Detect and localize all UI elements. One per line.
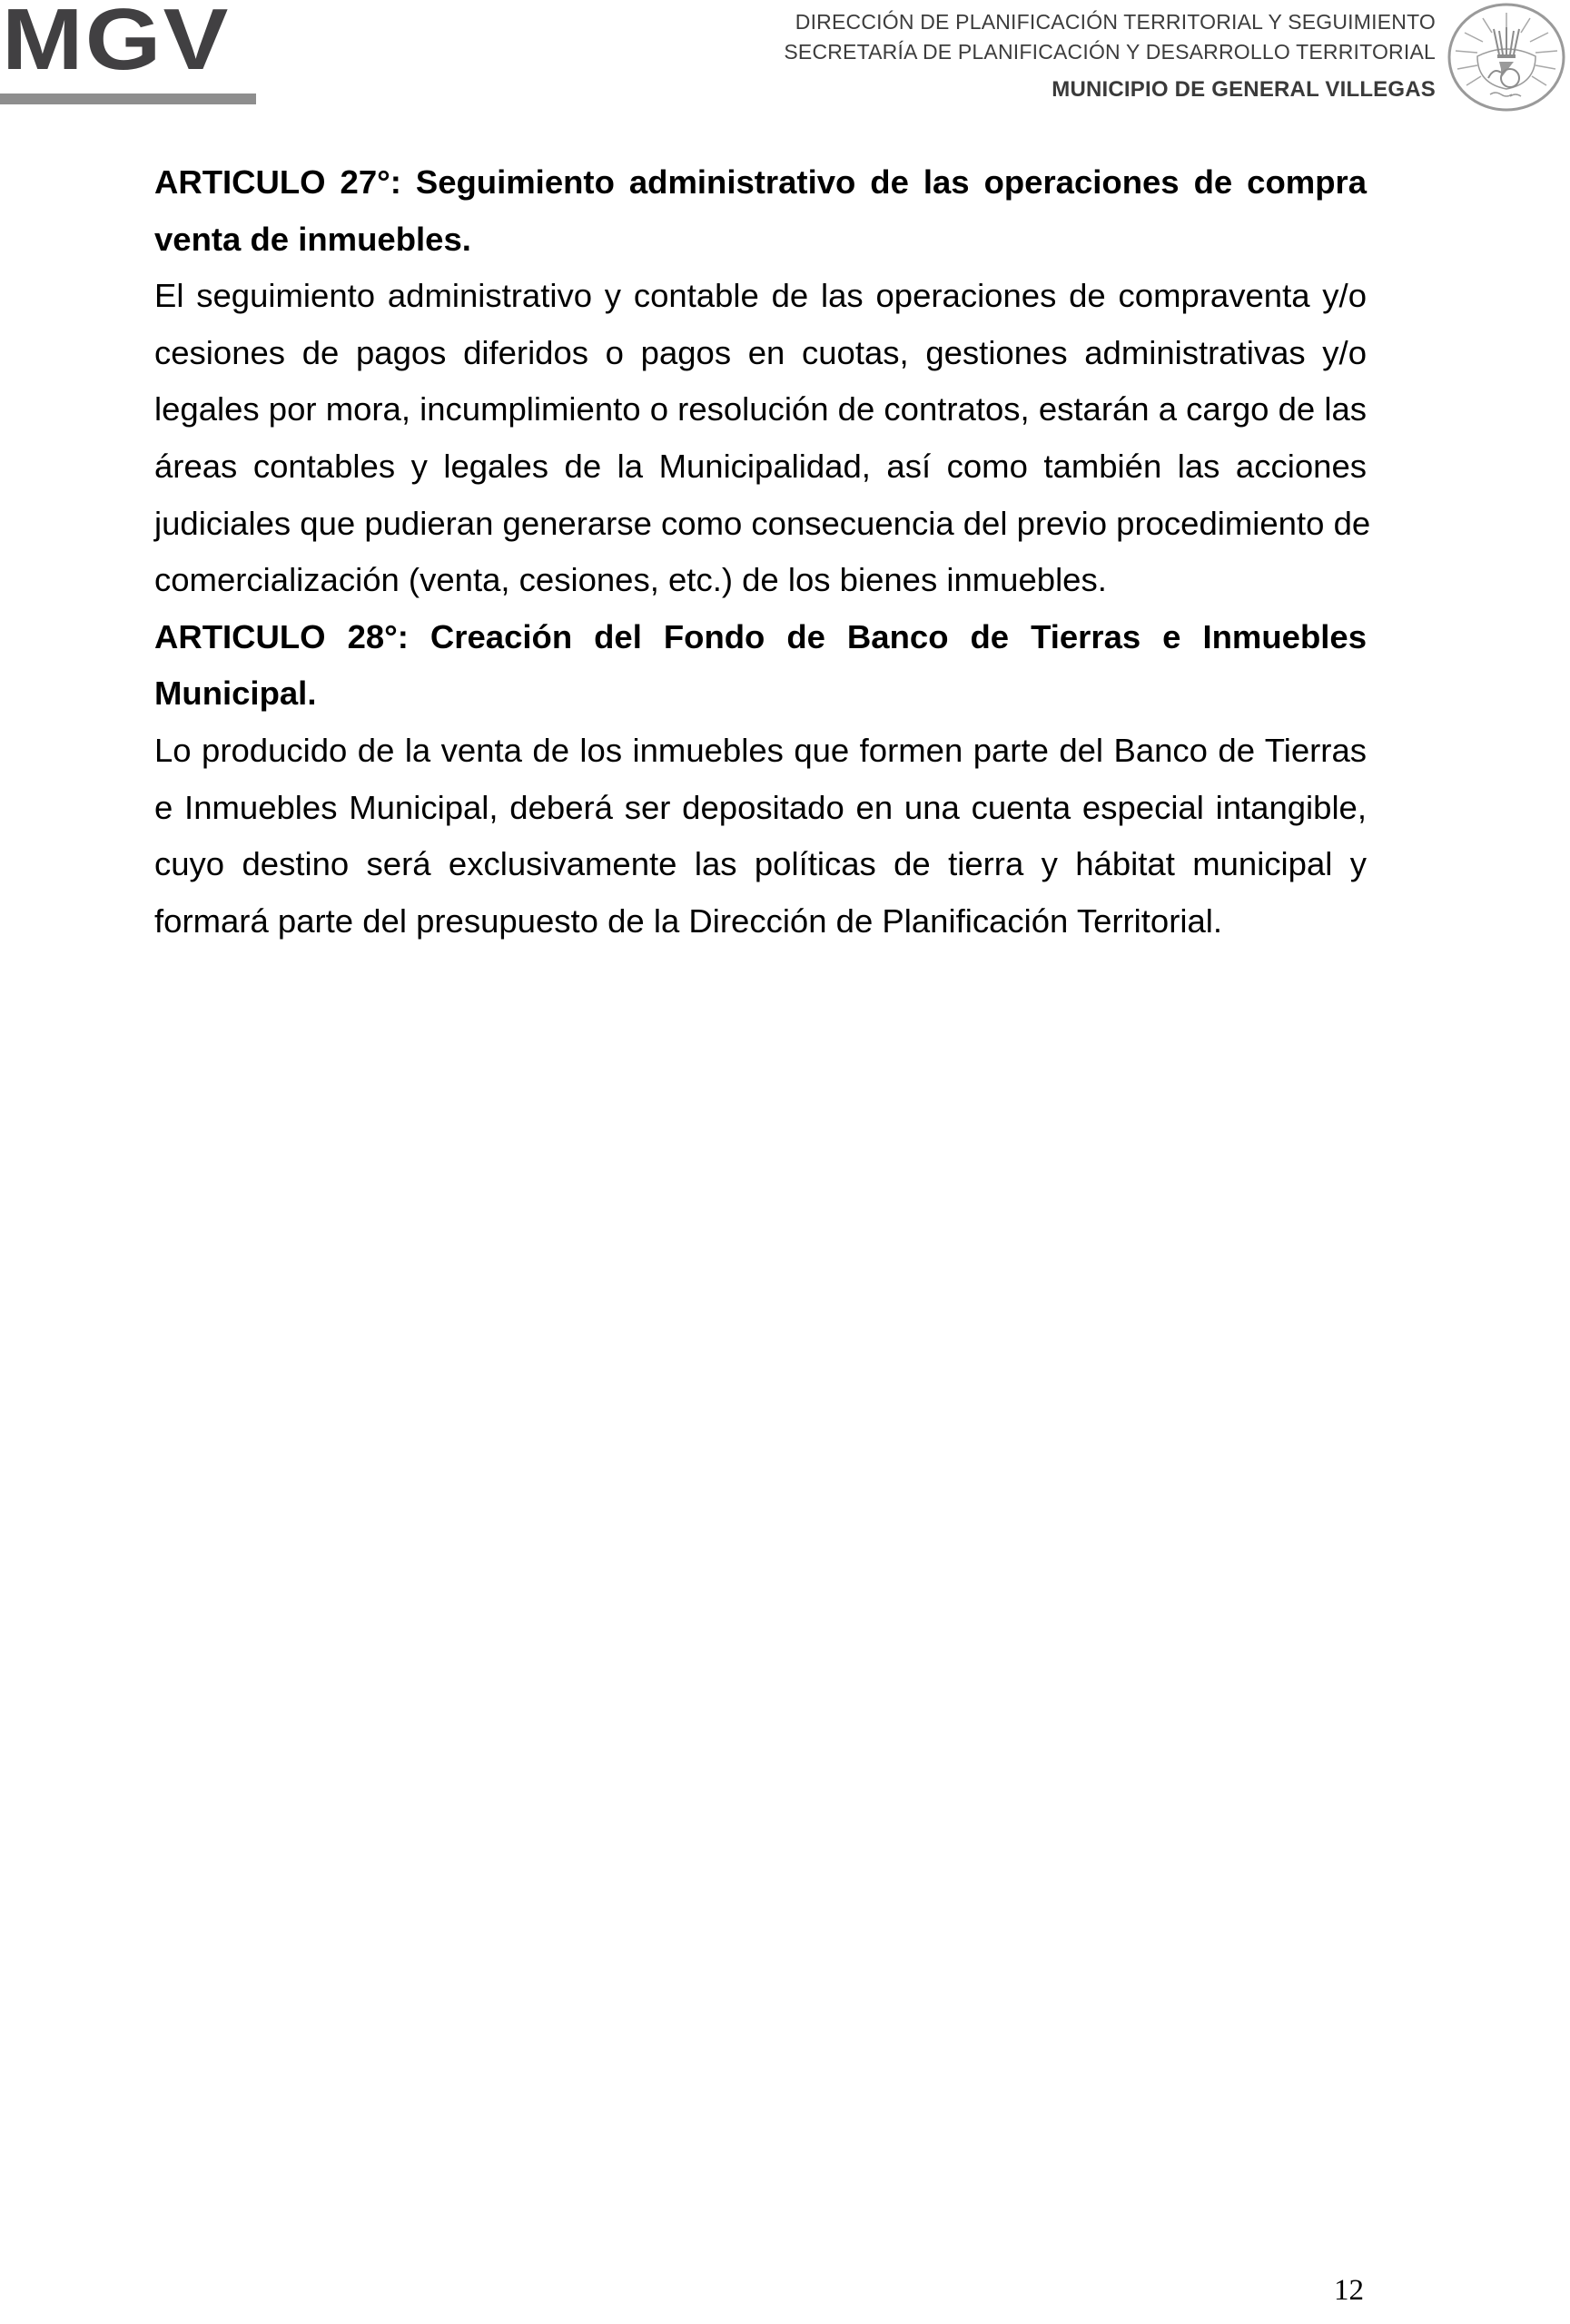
article-28-title-line: Municipal. xyxy=(154,675,317,713)
logo-underline-bar xyxy=(0,94,256,104)
article-27-text-line: cesiones de pagos diferidos o pagos en cuotas, gestiones administrativas y/o xyxy=(154,333,1367,371)
page-number: 12 xyxy=(1334,2274,1364,2307)
logo-text: MGV xyxy=(2,0,231,88)
mgv-logo xyxy=(0,0,263,109)
article-27-title-line: venta de inmuebles. xyxy=(154,220,471,258)
article-27 xyxy=(154,154,1371,609)
document-body xyxy=(154,154,1371,950)
page-header xyxy=(0,0,1570,118)
article-28 xyxy=(154,609,1367,950)
header-municipality-line: MUNICIPIO DE GENERAL VILLEGAS xyxy=(1052,77,1436,102)
article-28-text-line: formará parte del presupuesto de la Dirección de Planificación Territorial. xyxy=(154,901,1223,940)
header-institution-block xyxy=(784,7,1436,104)
article-28-text-line: e Inmuebles Municipal, deberá ser depositado en una cuenta especial intangible, xyxy=(154,788,1367,826)
article-28-text-line: cuyo destino será exclusivamente las políticas de tierra y hábitat municipal y xyxy=(154,845,1367,883)
article-27-title-line: ARTICULO 27°: Seguimiento administrativo de las operaciones de compra xyxy=(154,163,1367,201)
article-27-text-line: áreas contables y legales de la Municipalidad, así como también las acciones xyxy=(154,447,1367,485)
header-secretariat-line: SECRETARÍA DE PLANIFICACIÓN Y DESARROLLO TERRITORIAL xyxy=(784,40,1436,64)
article-27-text-line: legales por mora, incumplimiento o resolución de contratos, estarán a cargo de las xyxy=(154,390,1367,428)
article-27-text-line: judiciales que pudieran generarse como consecuencia del previo procedimiento de xyxy=(154,504,1371,542)
municipal-seal-wheat-icon xyxy=(1447,2,1566,113)
article-28-text-line: Lo producido de la venta de los inmuebles que formen parte del Banco de Tierras xyxy=(154,731,1367,769)
article-28-title-line: ARTICULO 28°: Creación del Fondo de Banco de Tierras e Inmuebles xyxy=(154,617,1367,655)
article-27-text-line: comercialización (venta, cesiones, etc.) de los bienes inmuebles. xyxy=(154,561,1107,599)
article-27-text-line: El seguimiento administrativo y contable de las operaciones de compraventa y/o xyxy=(154,277,1367,315)
header-direction-line: DIRECCIÓN DE PLANIFICACIÓN TERRITORIAL Y SEGUIMIENTO xyxy=(795,10,1436,34)
